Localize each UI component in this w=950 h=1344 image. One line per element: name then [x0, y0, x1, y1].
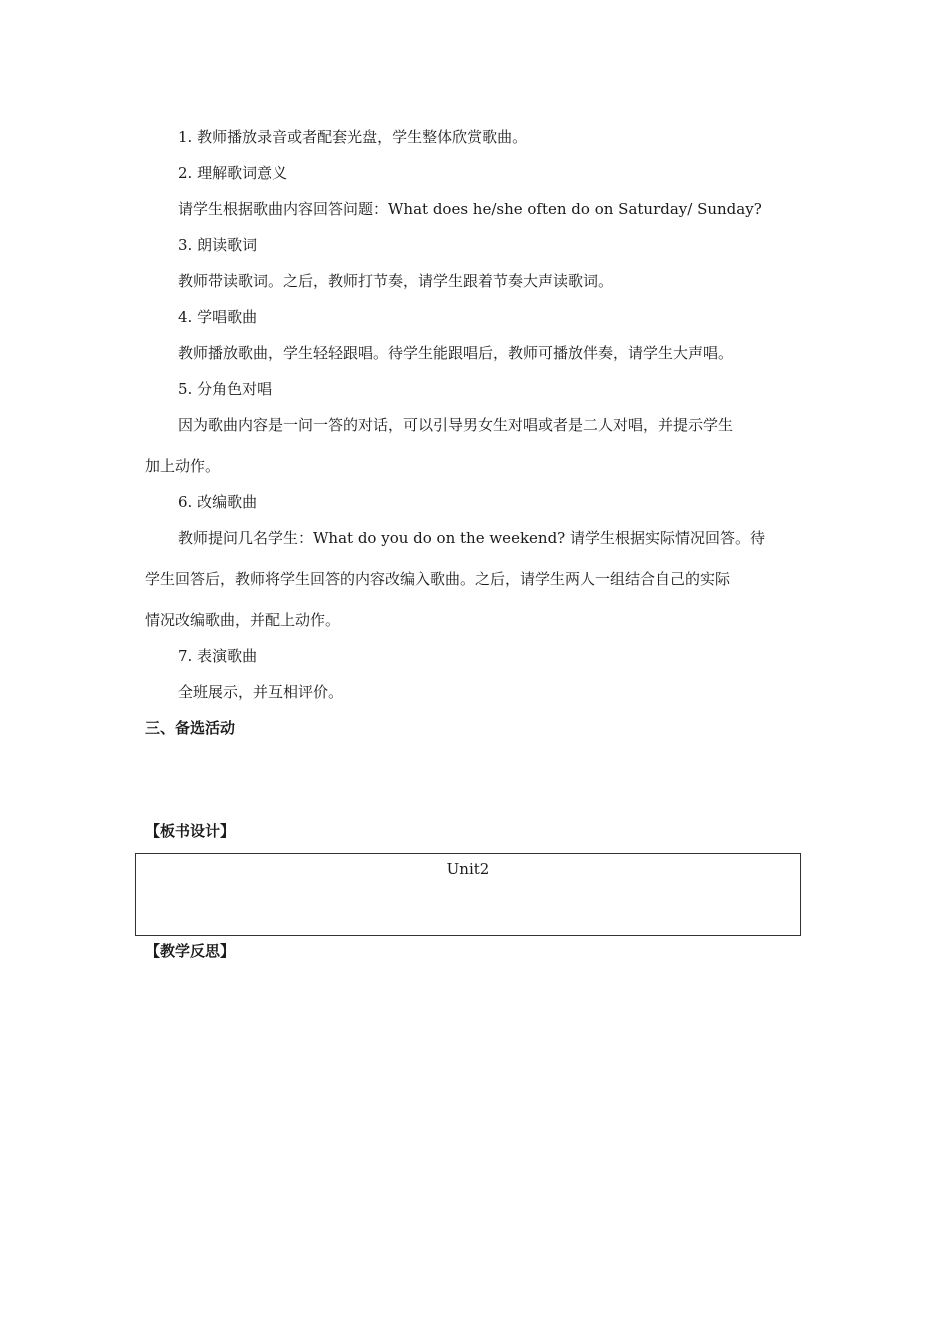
step-1-text: 1. 教师播放录音或者配套光盘，学生整体欣赏歌曲。 — [178, 128, 528, 146]
step-7-title: 7. 表演歌曲 — [178, 647, 258, 665]
step-4-text: 教师播放歌曲，学生轻轻跟唱。待学生能跟唱后，教师可播放伴奏，请学生大声唱。 — [178, 344, 734, 362]
step-2-title: 2. 理解歌词意义 — [178, 164, 288, 182]
step-3-title: 3. 朗读歌词 — [178, 236, 258, 254]
board-design-box — [135, 853, 801, 936]
step-3-text: 教师带读歌词。之后，教师打节奏，请学生跟着节奏大声读歌词。 — [178, 272, 614, 290]
board-design-heading: 【板书设计】 — [145, 822, 236, 840]
step-6-text-line-3: 情况改编歌曲，并配上动作。 — [145, 611, 341, 629]
step-4-title: 4. 学唱歌曲 — [178, 308, 258, 326]
step-5-text-line-1: 因为歌曲内容是一问一答的对话，可以引导男女生对唱或者是二人对唱，并提示学生 — [178, 416, 734, 434]
teaching-reflection-heading: 【教学反思】 — [145, 942, 236, 960]
step-2-text: 请学生根据歌曲内容回答问题：What does he/she often do on Saturday/ Sunday? — [178, 200, 762, 218]
board-title: Unit2 — [446, 860, 490, 878]
step-6-text-line-1: 教师提问几名学生：What do you do on the weekend? 请学生根据实际情况回答。待 — [178, 529, 765, 547]
step-7-text: 全班展示，并互相评价。 — [178, 683, 344, 701]
step-6-title: 6. 改编歌曲 — [178, 493, 258, 511]
step-6-text-line-2: 学生回答后，教师将学生回答的内容改编入歌曲。之后，请学生两人一组结合自己的实际 — [145, 570, 731, 588]
section-optional-activities-heading: 三、备选活动 — [145, 719, 236, 737]
step-5-title: 5. 分角色对唱 — [178, 380, 273, 398]
step-5-text-line-2: 加上动作。 — [145, 457, 221, 475]
